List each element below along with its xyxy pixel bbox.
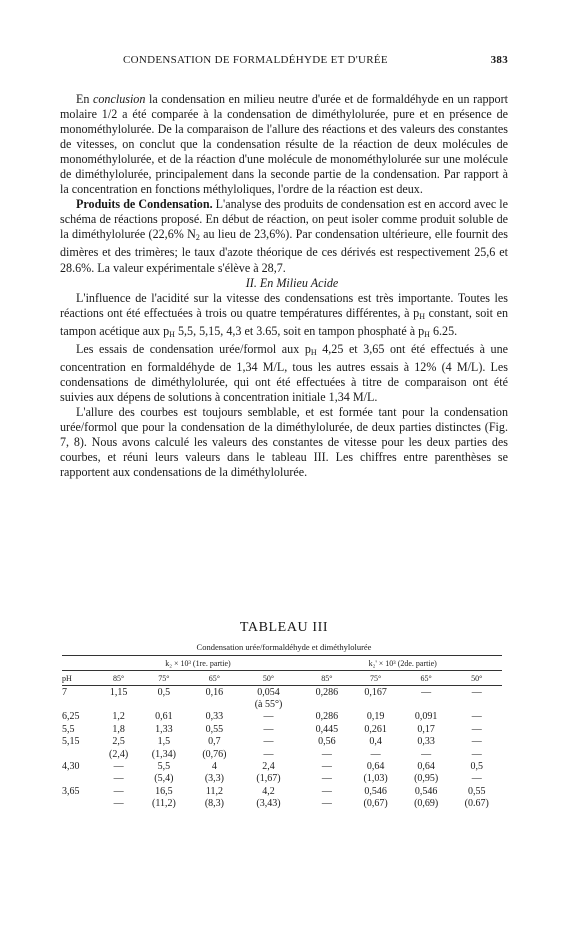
table-cell: 0,19	[366, 711, 385, 723]
table-column-header-ph: pH	[62, 671, 99, 686]
table-row	[62, 785, 502, 797]
table-cell: —	[113, 785, 124, 797]
table-group-header: k₂ × 10³ (1re. partie)	[99, 656, 298, 671]
table-column-header-row	[62, 671, 502, 686]
table-cell: (0,69)	[414, 798, 439, 810]
table-cell: 0,64	[417, 761, 435, 773]
table-cell: 0,5	[470, 761, 483, 773]
paragraph-conclusion	[60, 92, 508, 197]
table-row	[62, 760, 502, 772]
table-row	[62, 723, 502, 735]
table-cell: —	[113, 798, 124, 810]
table-cell: 0,091	[414, 711, 438, 723]
table-cell: (0.67)	[464, 798, 489, 810]
table-cell: 0,261	[364, 723, 387, 735]
subscript: 2	[195, 233, 200, 243]
running-title: CONDENSATION DE FORMALDÉHYDE ET D'URÉE	[123, 54, 388, 66]
table-cell	[451, 698, 502, 710]
table-cell: 0,546	[364, 785, 387, 797]
table-row	[62, 736, 502, 748]
table-cell: 0,5	[157, 686, 171, 698]
table-cell: 0,167	[364, 686, 387, 698]
paragraph-text: L'analyse des produits de condensation est en accord avec le schéma de réactions proposé. En début de réaction, on peut isoler comme produit soluble de la diméthylolurée (22,6% N	[60, 197, 508, 242]
table-cell: (0,95)	[414, 773, 439, 785]
table-cell: 0,55	[467, 785, 486, 797]
table-cell: 0,17	[417, 723, 435, 735]
table-cell: 0,286	[315, 686, 339, 698]
table-cell: —	[471, 723, 482, 735]
paragraph-text: L'influence de l'acidité sur la vitesse des condensations est très importante. Toutes les réactions ont été effectuées à trois ou quatre températures différentes, à p	[60, 290, 508, 320]
table-column-header: 50°	[451, 671, 502, 686]
paragraph-courbes: L'allure des courbes est toujours semblable, et est formée tant pour la condensation urée/formol que pour la condensation de la diméthylolurée, de deux parties distinctes (Fig. 7, 8). Nous avons calculé les valeurs des constantes de vitesse pour les deux parties des courbes, et réuni leurs valeurs dans le tableau III. Les chiffres entre parenthèses se rapportent aux condensations de la diméthylolurée.	[60, 404, 508, 480]
table-cell-ph	[62, 798, 99, 810]
table-cell: 0,4	[369, 736, 382, 748]
table-row	[62, 773, 502, 785]
table-row	[62, 798, 502, 810]
table-cell-ph	[62, 698, 99, 710]
table-body	[62, 686, 502, 810]
table-cell: 0,33	[417, 736, 435, 748]
table-row	[62, 698, 502, 710]
table-cell: 2,5	[112, 736, 125, 748]
table-row	[62, 748, 502, 760]
table-cell: —	[471, 736, 482, 748]
paragraph-products	[60, 197, 508, 275]
table-column-header: 85°	[99, 671, 139, 686]
paragraph-text: 5,5, 5,15, 4,3 et 3.65, soit en tampon phosphaté à p	[174, 323, 425, 338]
table-cell: 0,445	[315, 723, 339, 735]
table-cell-ph: 4,30	[62, 761, 80, 773]
table-cell: (1,03)	[363, 773, 388, 785]
table-cell: —	[263, 748, 274, 760]
subscript: H	[419, 311, 425, 321]
paragraph-lead-heading: Produits de Condensation.	[76, 197, 213, 212]
table-column-header: 50°	[240, 671, 298, 686]
table-cell: 5,5	[157, 761, 171, 773]
table-cell: 0,64	[366, 761, 385, 773]
data-table	[62, 655, 502, 810]
page-number: 383	[490, 54, 508, 66]
table-cell: (5,4)	[154, 773, 174, 785]
table-cell: —	[471, 773, 482, 785]
table-cell: —	[321, 761, 332, 773]
table-cell: —	[321, 748, 332, 760]
paragraph-text: En	[76, 92, 93, 106]
table-cell	[350, 698, 401, 710]
table-cell: (0,67)	[363, 798, 388, 810]
subscript: H	[424, 329, 430, 339]
section-heading: II. En Milieu Acide	[245, 275, 339, 290]
table-cell-ph: 5,5	[62, 723, 75, 735]
table-cell-ph: 6,25	[62, 711, 80, 723]
table-cell: 1,15	[109, 686, 128, 698]
table-cell: —	[113, 761, 124, 773]
body-text	[60, 92, 508, 480]
table-cell: (3,43)	[256, 798, 281, 810]
table-cell: (1,67)	[256, 773, 281, 785]
paragraph-text: constant, soit en tampon acétique aux p	[60, 305, 508, 338]
running-header	[60, 54, 508, 70]
paragraph-text: au lieu de 23,6%). Par condensation ultérieure, elle fournit des dimères et des trimères; le taux d'azote théorique de ces dérivés est respectivement 25,6 et 28.6%. La valeur expérimentale s'élève à 28,7.	[60, 227, 508, 275]
table-column-header: 75°	[139, 671, 190, 686]
table-block	[60, 620, 508, 810]
table-row	[62, 686, 502, 699]
emphasis-conclusion: conclusion	[93, 92, 146, 106]
table-group-header: k₂' × 10³ (2de. partie)	[303, 656, 502, 671]
table-cell: —	[321, 773, 332, 785]
paragraph-text: 6.25.	[429, 323, 458, 338]
table-cell-ph	[62, 773, 99, 785]
table-cell: —	[113, 773, 124, 785]
paragraph-text: Les essais de condensation urée/formol aux p	[76, 341, 311, 356]
table-cell	[303, 698, 350, 710]
table-cell: 16,5	[155, 785, 173, 797]
table-cell: 0,33	[205, 711, 224, 723]
paragraph-text: la condensation en milieu neutre d'urée et de formaldéhyde en un rapport molaire 1/2 a été comparée à la condensation de diméthylolurée, pure et en présence de monométhylolurée. De la comparaison de l'allure des réactions et des valeurs des constantes de vitesses, on conclut que la condensation résulte de la réaction de deux molécules de monométhylolurée, et de la réaction d'une molécule de monométhylolurée sur une molécule de diméthylolurée, principalement dans la seconde partie de la condensation. Par rapport à la concentration en fonctions méthyloliques, l'ordre de la réaction est deux.	[60, 92, 508, 197]
table-cell: —	[370, 748, 381, 760]
table-cell: 2,4	[262, 761, 275, 773]
table-cell: —	[263, 711, 274, 723]
table-cell: 0,546	[414, 785, 438, 797]
table-cell	[99, 698, 139, 710]
table-cell-ph: 3,65	[62, 785, 80, 797]
table-cell: —	[471, 686, 482, 698]
table-cell-ph	[62, 748, 99, 760]
table-cell-ph: 7	[62, 686, 67, 698]
table-cell: —	[421, 686, 432, 698]
table-cell: (8,3)	[204, 798, 224, 810]
table-cell: 4,2	[262, 785, 275, 797]
subscript: H	[310, 347, 317, 357]
paragraph-text: 4,25 et 3,65 ont été effectués à une concentration en formaldéhyde de 1,34 M/L, tous les autres essais à 12% (4 M/L). Les condensations de diméthylolurée, qui ont été effectuées à titre de comparaison ont été suivies aux dépens de solutions à concentration initiale 1,34 M/L.	[60, 341, 509, 404]
table-cell: 0,61	[155, 711, 173, 723]
table-cell: (11,2)	[151, 798, 176, 810]
table-group-header-row	[62, 656, 502, 671]
table-cell: 0,286	[315, 711, 339, 723]
table-cell: 1,5	[157, 736, 171, 748]
table-cell: —	[321, 785, 332, 797]
table-cell: 4	[211, 761, 217, 773]
table-subtitle: Condensation urée/formaldéhyde et diméthylolurée	[196, 642, 372, 652]
table-header-empty	[62, 656, 99, 671]
table-cell-ph: 5,15	[62, 736, 80, 748]
paragraph-acidity	[60, 291, 508, 342]
table-cell: 11,2	[205, 785, 223, 797]
table-cell: 0,7	[208, 736, 221, 748]
table-cell: (à 55°)	[254, 699, 283, 711]
table-cell: 0,55	[205, 723, 224, 735]
table-cell: (1,34)	[151, 748, 176, 760]
table-cell: 1,8	[112, 723, 125, 735]
table-cell: —	[471, 748, 482, 760]
table-cell: —	[471, 711, 482, 723]
table-cell: —	[421, 748, 432, 760]
table-cell: (0,76)	[202, 748, 227, 760]
table-column-header: 65°	[189, 671, 240, 686]
table-cell	[401, 698, 452, 710]
paragraph-essais	[60, 342, 508, 405]
table-cell	[139, 698, 190, 710]
table-cell: —	[263, 736, 274, 748]
subscript: H	[169, 329, 175, 339]
table-cell: 0,054	[257, 686, 280, 698]
table-cell: (3,3)	[204, 773, 224, 785]
table-cell	[189, 698, 240, 710]
table-cell: 0,56	[318, 736, 336, 748]
table-cell: 0,16	[205, 686, 224, 698]
table-cell: (2,4)	[109, 748, 129, 760]
table-cell: —	[263, 723, 274, 735]
table-cell: 1,2	[112, 711, 125, 723]
table-cell: —	[321, 798, 332, 810]
table-column-header: 85°	[303, 671, 350, 686]
table-column-header: 65°	[401, 671, 452, 686]
table-row	[62, 711, 502, 723]
table-cell: 1,33	[155, 723, 173, 735]
table-column-header: 75°	[350, 671, 401, 686]
table-title: TABLEAU III	[239, 620, 329, 635]
